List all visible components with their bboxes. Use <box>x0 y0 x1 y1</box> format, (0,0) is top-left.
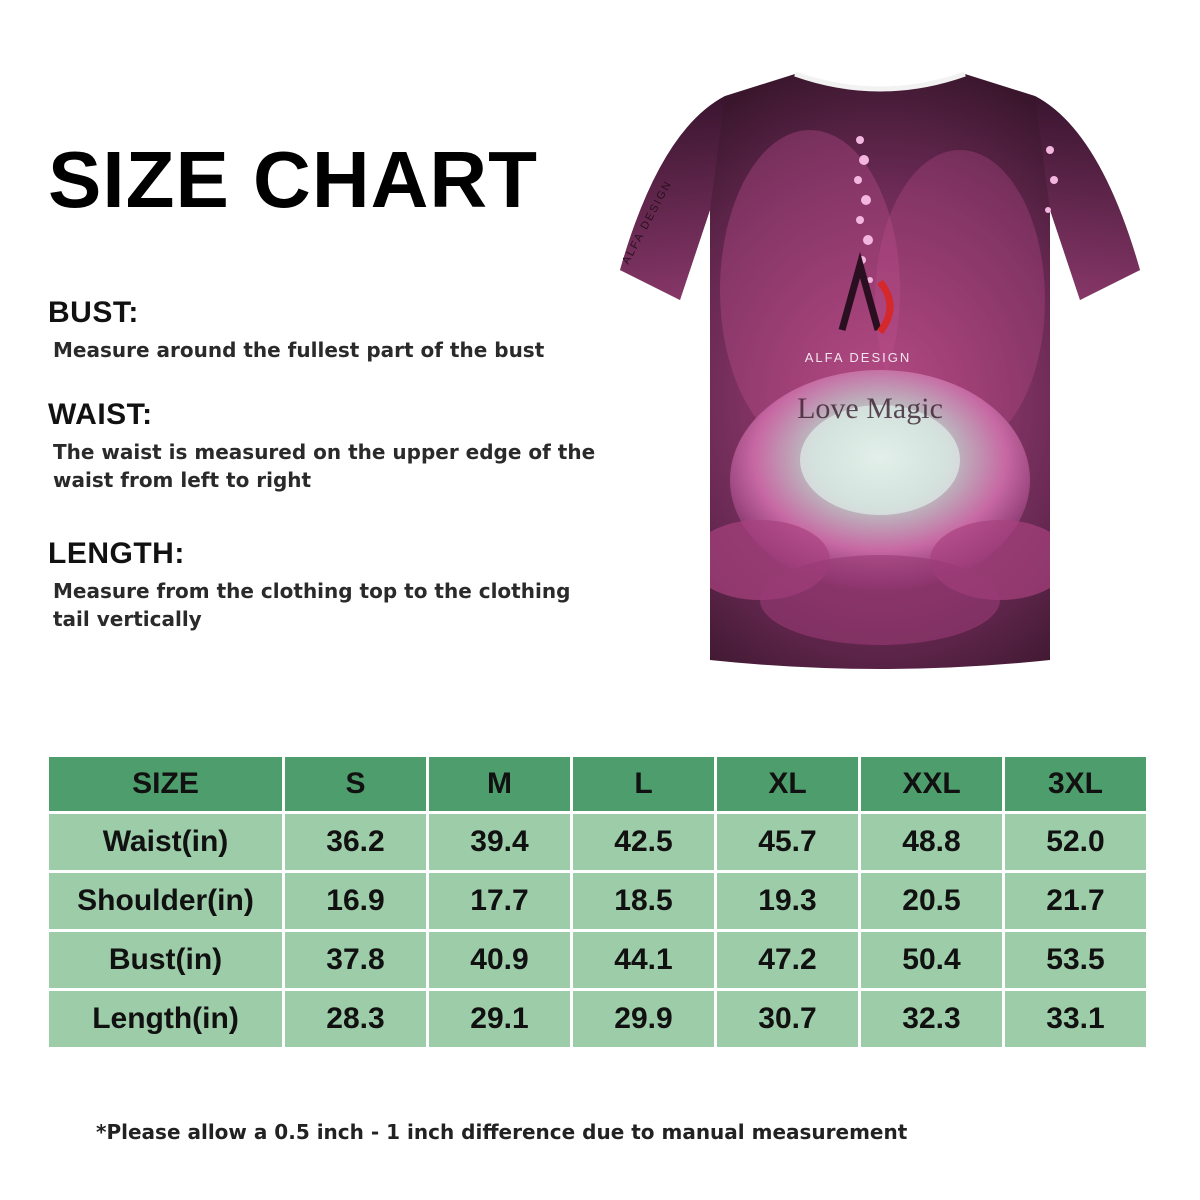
table-cell: 20.5 <box>861 873 1002 929</box>
row-label: Length(in) <box>49 991 282 1047</box>
table-cell: 32.3 <box>861 991 1002 1047</box>
table-cell: 29.9 <box>573 991 714 1047</box>
bust-heading: BUST: <box>48 296 139 329</box>
header-cell-size: SIZE <box>49 757 282 811</box>
table-cell: 33.1 <box>1005 991 1146 1047</box>
length-heading: LENGTH: <box>48 537 185 570</box>
table-cell: 42.5 <box>573 814 714 870</box>
length-description: Measure from the clothing top to the clothing tail vertically <box>53 579 571 631</box>
header-cell-xxl: XXL <box>861 757 1002 811</box>
right-sleeve <box>1035 96 1140 300</box>
table-header-row <box>49 757 1146 811</box>
table-row-length <box>49 991 1146 1047</box>
page-title: SIZE CHART <box>48 135 538 224</box>
header-cell-xl: XL <box>717 757 858 811</box>
header-cell-3xl: 3XL <box>1005 757 1146 811</box>
table-cell: 44.1 <box>573 932 714 988</box>
waist-heading: WAIST: <box>48 398 153 431</box>
size-table <box>46 754 1149 1050</box>
row-label: Shoulder(in) <box>49 873 282 929</box>
table-row-waist <box>49 814 1146 870</box>
table-cell: 18.5 <box>573 873 714 929</box>
left-sleeve <box>620 96 725 300</box>
table-cell: 48.8 <box>861 814 1002 870</box>
table-cell: 19.3 <box>717 873 858 929</box>
length-section <box>48 539 608 633</box>
table-cell: 39.4 <box>429 814 570 870</box>
table-cell: 52.0 <box>1005 814 1146 870</box>
sleeve-print: ALFA DESIGN <box>620 178 675 267</box>
brand-name: ALFA DESIGN <box>804 350 912 365</box>
row-label: Bust(in) <box>49 932 282 988</box>
table-cell: 40.9 <box>429 932 570 988</box>
table-cell: 47.2 <box>717 932 858 988</box>
measurement-note: *Please allow a 0.5 inch - 1 inch difference due to manual measurement <box>96 1120 908 1144</box>
table-cell: 21.7 <box>1005 873 1146 929</box>
table-row-bust <box>49 932 1146 988</box>
row-label: Waist(in) <box>49 814 282 870</box>
header-cell-m: M <box>429 757 570 811</box>
bust-description: Measure around the fullest part of the bust <box>53 338 545 362</box>
header-cell-l: L <box>573 757 714 811</box>
table-cell: 17.7 <box>429 873 570 929</box>
header-cell-s: S <box>285 757 426 811</box>
table-cell: 29.1 <box>429 991 570 1047</box>
table-row-shoulder <box>49 873 1146 929</box>
table-cell: 50.4 <box>861 932 1002 988</box>
table-cell: 16.9 <box>285 873 426 929</box>
waist-description: The waist is measured on the upper edge of the waist from left to right <box>53 440 596 492</box>
table-cell: 36.2 <box>285 814 426 870</box>
table-cell: 45.7 <box>717 814 858 870</box>
waist-section <box>48 400 608 494</box>
table-cell: 28.3 <box>285 991 426 1047</box>
shirt-caption: Love Magic <box>797 392 943 425</box>
bust-section <box>48 298 608 364</box>
table-cell: 53.5 <box>1005 932 1146 988</box>
table-cell: 37.8 <box>285 932 426 988</box>
tshirt-image <box>580 60 1180 700</box>
table-cell: 30.7 <box>717 991 858 1047</box>
